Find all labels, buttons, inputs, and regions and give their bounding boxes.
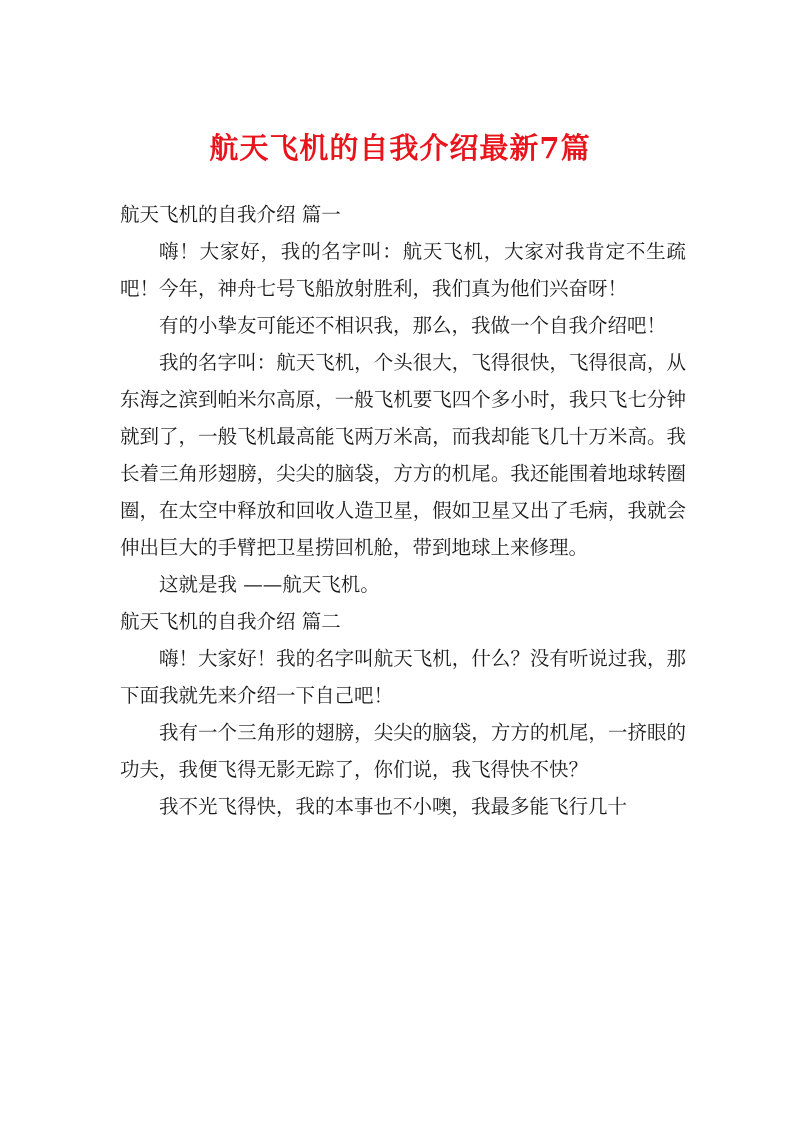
paragraph: 有的小挚友可能还不相识我，那么，我做一个自我介绍吧！ xyxy=(159,314,667,337)
paragraph: 我有一个三角形的翅膀，尖尖的脑袋，方方的机尾，一挤眼的功夫，我便飞得无影无踪了，你们说，我飞得快不快？ xyxy=(120,721,686,781)
paragraph: 这就是我 ——航天飞机。 xyxy=(159,573,380,596)
paragraph: 我不光飞得快，我的本事也不小噢，我最多能飞行几十 xyxy=(159,795,628,818)
paragraph: 嗨！大家好，我的名字叫：航天飞机，大家对我肯定不生疏吧！今年，神舟七号飞船放射胜利，我们真为他们兴奋呀！ xyxy=(120,240,686,300)
paragraph: 嗨！大家好！我的名字叫航天飞机，什么？没有听说过我，那下面我就先来介绍一下自己吧！ xyxy=(120,647,686,707)
document-body xyxy=(120,196,686,825)
paragraph: 我的名字叫：航天飞机，个头很大，飞得很快，飞得很高，从东海之滨到帕米尔高原，一般飞机要飞四个多小时，我只飞七分钟就到了，一般飞机最高能飞两万米高，而我却能飞几十万米高。我长着三角形翅膀，尖尖的脑袋，方方的机尾。我还能围着地球转圈圈，在太空中释放和回收人造卫星，假如卫星又出了毛病，我就会伸出巨大的手臂把卫星捞回机舱，带到地球上来修理。 xyxy=(120,351,686,559)
document-title: 航天飞机的自我介绍最新7篇 xyxy=(209,131,591,165)
section-heading: 航天飞机的自我介绍 篇一 xyxy=(120,203,341,226)
section-heading: 航天飞机的自我介绍 篇二 xyxy=(120,610,341,633)
